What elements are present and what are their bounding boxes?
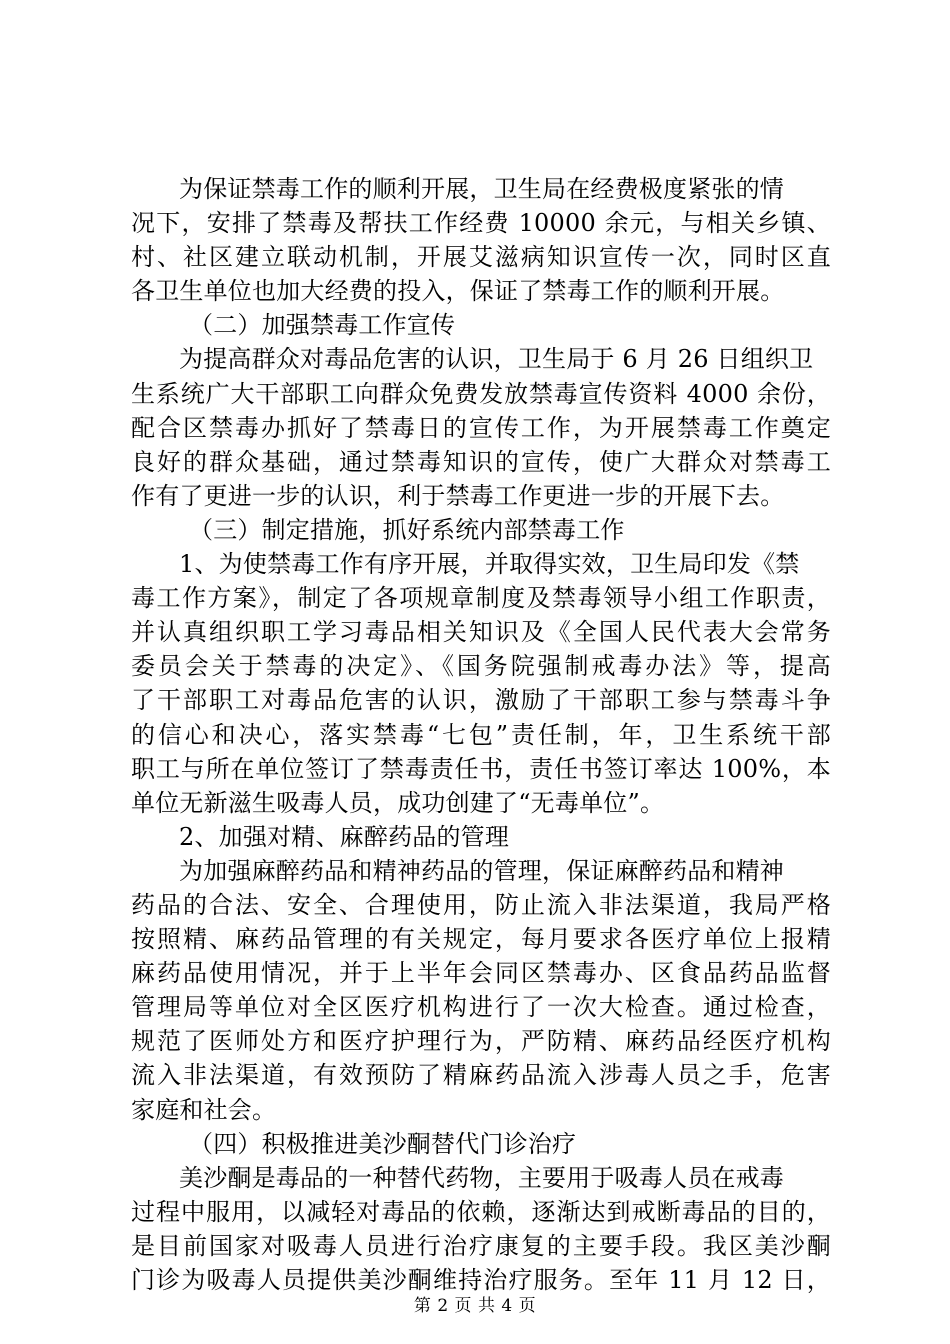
paragraph-measures-line-1: 1、为使禁毒工作有序开展，并取得实效，卫生局印发《禁 [179,550,800,579]
paragraph-funding-line-2: 况下，安排了禁毒及帮扶工作经费 10000 余元，与相关乡镇、 [131,209,831,238]
section-heading-4: （四）积极推进美沙酮替代门诊治疗 [189,1129,577,1158]
paragraph-funding-line-4: 各卫生单位也加大经费的投入，保证了禁毒工作的顺利开展。 [131,277,785,306]
paragraph-funding-line-3: 村、社区建立联动机制，开展艾滋病知识宣传一次，同时区直 [131,243,831,272]
document-body [131,172,831,1297]
paragraph-publicity-line-1: 为提高群众对毒品危害的认识，卫生局于 6 月 26 日组织卫 [179,345,814,374]
paragraph-methadone-line-4: 门诊为吸毒人员提供美沙酮维持治疗服务。至年 11 月 12 日， [131,1266,831,1294]
paragraph-drugs-line-5: 管理局等单位对全区医疗机构进行了一次大检查。通过检查， [131,993,831,1022]
paragraph-methadone-line-2: 过程中服用，以减轻对毒品的依赖，逐渐达到戒断毒品的目的， [131,1197,831,1226]
paragraph-publicity-line-5: 作有了更进一步的认识，利于禁毒工作更进一步的开展下去。 [131,481,785,510]
paragraph-publicity-line-2: 生系统广大干部职工向群众免费发放禁毒宣传资料 4000 余份， [131,379,831,408]
paragraph-drugs-line-6: 规范了医师处方和医疗护理行为，严防精、麻药品经医疗机构 [131,1027,831,1056]
paragraph-funding-line-1: 为保证禁毒工作的顺利开展，卫生局在经费极度紧张的情 [179,175,784,203]
paragraph-drugs-line-1: 为加强麻醉药品和精神药品的管理，保证麻醉药品和精神 [179,856,784,885]
paragraph-measures-line-8: 单位无新滋生吸毒人员，成功创建了“无毒单位”。 [131,788,665,817]
section-heading-2: （二）加强禁毒工作宣传 [189,311,456,340]
paragraph-measures-line-6: 的信心和决心，落实禁毒“七包”责任制，年，卫生系统干部 [131,720,831,749]
page-number-footer: 第 2 页 共 4 页 [413,1296,537,1316]
paragraph-methadone-line-3: 是目前国家对吸毒人员进行治疗康复的主要手段。我区美沙酮 [131,1231,831,1260]
paragraph-methadone-line-1: 美沙酮是毒品的一种替代药物，主要用于吸毒人员在戒毒 [179,1163,784,1192]
section-heading-3: （三）制定措施，抓好系统内部禁毒工作 [189,515,625,544]
paragraph-measures-line-2: 毒工作方案》，制定了各项规章制度及禁毒领导小组工作职责， [131,584,831,613]
paragraph-measures-line-3: 并认真组织职工学习毒品相关知识及《全国人民代表大会常务 [131,618,831,647]
paragraph-publicity-line-3: 配合区禁毒办抓好了禁毒日的宣传工作，为开展禁毒工作奠定 [131,413,831,442]
subsection-heading-2: 2、加强对精、麻醉药品的管理 [179,822,510,851]
paragraph-drugs-line-2: 药品的合法、安全、合理使用，防止流入非法渠道，我局严格 [131,890,831,919]
paragraph-measures-line-7: 职工与所在单位签订了禁毒责任书，责任书签订率达 100%，本 [131,754,831,783]
paragraph-drugs-line-8: 家庭和社会。 [131,1095,277,1124]
paragraph-measures-line-4: 委员会关于禁毒的决定》、《国务院强制戒毒办法》等，提高 [131,652,831,681]
paragraph-measures-line-5: 了干部职工对毒品危害的认识，激励了干部职工参与禁毒斗争 [131,686,831,715]
paragraph-publicity-line-4: 良好的群众基础，通过禁毒知识的宣传，使广大群众对禁毒工 [131,447,831,476]
paragraph-drugs-line-3: 按照精、麻药品管理的有关规定，每月要求各医疗单位上报精 [131,925,831,954]
paragraph-drugs-line-4: 麻药品使用情况，并于上半年会同区禁毒办、区食品药品监督 [131,959,831,988]
paragraph-drugs-line-7: 流入非法渠道，有效预防了精麻药品流入涉毒人员之手，危害 [131,1061,831,1090]
